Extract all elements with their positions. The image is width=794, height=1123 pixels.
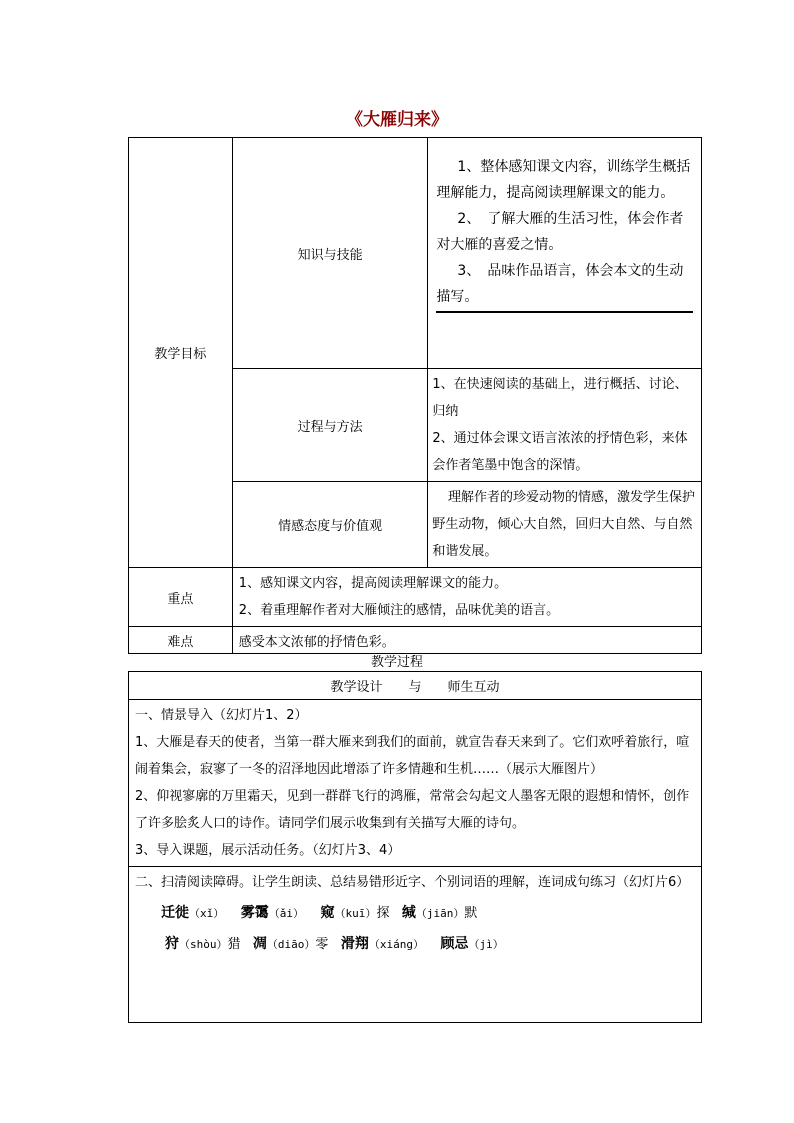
vocab-word: 狩 xyxy=(165,936,179,952)
vocab-pinyin: （diāo） xyxy=(266,938,316,951)
vocab-row-2 xyxy=(129,929,701,960)
vocab-tail: 零 xyxy=(315,937,329,952)
knowledge-label: 知识与技能 xyxy=(232,138,428,369)
difficulty-text: 感受本文浓郁的抒情色彩。 xyxy=(232,627,701,654)
teaching-process-table xyxy=(128,671,702,1023)
vocab-pinyin: （ǎi） xyxy=(268,907,305,920)
section2-heading: 二、扫清阅读障碍。让学生朗读、总结易错形近字、个别词语的理解，连词成句练习（幻灯片6） xyxy=(135,875,690,890)
vocab-pinyin: （xiáng） xyxy=(368,938,424,951)
process-item: 1、在快速阅读的基础上，进行概括、讨论、归纳 xyxy=(432,377,688,419)
knowledge-cell xyxy=(428,138,702,369)
vocab-word: 顾忌 xyxy=(440,936,469,952)
vocab-tail: 猎 xyxy=(227,937,241,952)
vocab-word: 凋 xyxy=(252,936,267,952)
emotion-cell xyxy=(428,482,702,568)
section1-heading: 一、情景导入（幻灯片1、2） xyxy=(135,708,308,723)
vocab-word: 滑翔 xyxy=(340,936,369,952)
design-header: 教学设计 与 师生互动 xyxy=(129,672,702,700)
vocab-row-1 xyxy=(129,898,701,929)
vocab-pinyin: （kuī） xyxy=(334,907,377,920)
key-point-item: 1、感知课文内容，提高阅读理解课文的能力。 xyxy=(238,576,508,591)
section1-cell xyxy=(129,700,702,867)
emotion-label: 情感态度与价值观 xyxy=(232,482,428,568)
vocab-pinyin: （xǐ） xyxy=(189,907,225,920)
key-points-cell xyxy=(232,568,701,627)
vocab-word: 迁徙 xyxy=(161,905,189,921)
section1-item: 2、仰视寥廓的万里霜天，见到一群群飞行的鸿雁，常常会勾起文人墨客无限的遐想和情怀，创作了许多脍炙人口的诗作。请同学们展示收集到有关描写大雁的诗句。 xyxy=(135,789,690,831)
vocab-word: 雾霭 xyxy=(240,905,269,921)
underline-divider xyxy=(436,310,693,313)
process-cell xyxy=(428,369,702,482)
process-item: 2、通过体会课文语言浓浓的抒情色彩，来体会作者笔墨中饱含的深情。 xyxy=(432,431,688,473)
difficulty-label: 难点 xyxy=(129,627,233,654)
vocab-tail: 探 xyxy=(376,906,390,921)
key-point-item: 2、着重理解作者对大雁倾注的感情，品味优美的语言。 xyxy=(238,603,560,618)
knowledge-item: 3、 品味作品语言，体会本文的生动描写。 xyxy=(436,263,684,305)
section1-item: 3、导入课题，展示活动任务。（幻灯片3、4） xyxy=(135,843,401,858)
objectives-table xyxy=(128,137,702,654)
section1-item: 1、大雁是春天的使者，当第一群大雁来到我们的面前，就宣告春天来到了。它们欢呼着旅行，喧闹着集会，寂寥了一冬的沼泽地因此增添了许多情趣和生机……（展示大雁图片） xyxy=(135,735,690,777)
vocab-pinyin: （shòu） xyxy=(179,938,228,951)
key-points-label: 重点 xyxy=(129,568,233,627)
emotion-text: 理解作者的珍爱动物的情感，激发学生保护野生动物，倾心大自然，回归大自然、与自然和谐发展。 xyxy=(432,490,696,559)
document-title: 《大雁归来》 xyxy=(346,110,448,130)
vocab-word: 窥 xyxy=(320,905,335,921)
vocab-tail: 默 xyxy=(464,906,478,921)
objectives-row-label: 教学目标 xyxy=(129,138,233,568)
knowledge-item: 2、 了解大雁的生活习性，体会作者对大雁的喜爱之情。 xyxy=(436,211,684,253)
process-label: 过程与方法 xyxy=(232,369,428,482)
vocab-pinyin: （jì） xyxy=(468,938,504,951)
process-title: 教学过程 xyxy=(370,655,423,670)
vocab-word: 缄 xyxy=(401,905,416,921)
vocab-pinyin: （jiān） xyxy=(415,907,465,920)
knowledge-item: 1、整体感知课文内容，训练学生概括理解能力，提高阅读理解课文的能力。 xyxy=(436,159,691,201)
section2-cell xyxy=(129,867,702,1023)
